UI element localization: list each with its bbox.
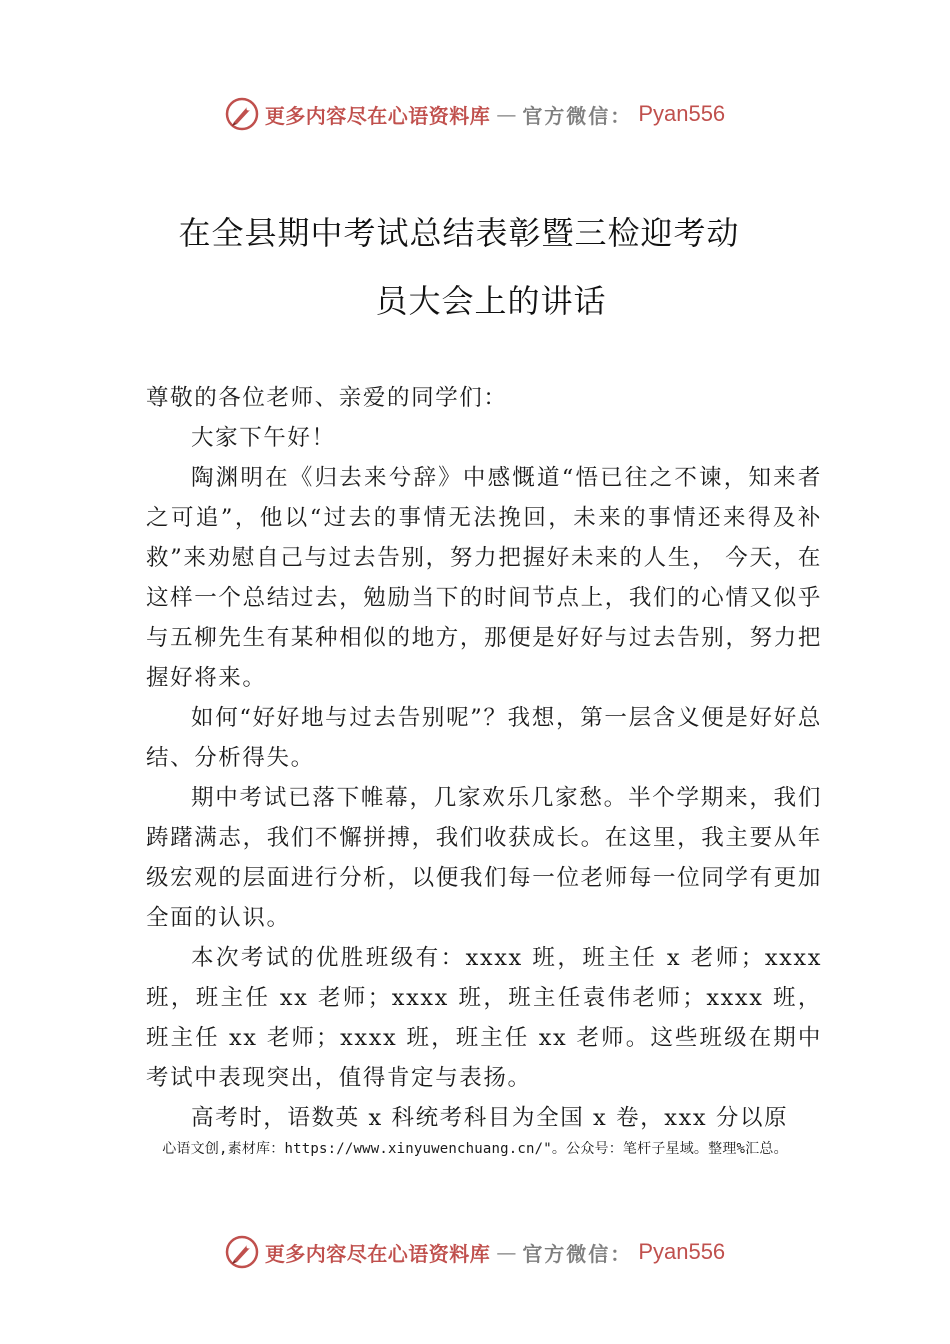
bottom-banner: [0, 1232, 950, 1272]
salutation: 尊敬的各位老师、亲爱的同学们：: [146, 385, 508, 411]
banner-wechat-id: Pyan556: [638, 1239, 726, 1264]
top-banner: [0, 94, 950, 134]
paragraph: 本次考试的优胜班级有：xxxx 班，班主任 x 老师；xxxx 班，班主任 xx 老师；xxxx 班，班主任袁伟老师；xxxx 班，班主任 xx 老师；xxxx 班，班主任 xx 老师。这些班级在期中考试中表现突出，值得肯定与表扬。: [146, 945, 822, 1091]
banner-wechat-label: 官方微信：: [522, 1241, 633, 1266]
paragraph: 高考时，语数英 x 科统考科目为全国 x 卷，xxx 分以原: [191, 1105, 789, 1131]
banner-separator: —: [496, 102, 517, 126]
paragraph: 如何“好好地与过去告别呢”？我想，第一层含义便是好好总结、分析得失。: [146, 705, 822, 771]
pen-logo-icon: [225, 97, 259, 131]
banner-separator: —: [496, 1240, 517, 1264]
document-title-line2: 员大会上的讲话: [375, 282, 607, 320]
document-title-line1: 在全县期中考试总结表彰暨三检迎考动: [178, 214, 740, 252]
paragraph: 大家下午好！: [191, 425, 336, 451]
document-body: [146, 378, 822, 1138]
pen-logo-icon: [225, 1235, 259, 1269]
paragraph: 陶渊明在《归去来兮辞》中感慨道“悟已往之不谏，知来者之可追”，他以“过去的事情无法挽回，未来的事情还来得及补救”来劝慰自己与过去告别，努力把握好未来的人生， 今天，在这样一个总结过去，勉励当下的时间节点上，我们的心情又似乎与五柳先生有某种相似的地方，那便是好好与过去告别，努力把握好将来。: [146, 465, 822, 691]
banner-wechat-id: Pyan556: [638, 101, 726, 126]
banner-main-text: 更多内容尽在心语资料库: [264, 1241, 491, 1266]
banner-main-text: 更多内容尽在心语资料库: [264, 103, 491, 128]
paragraph: 期中考试已落下帷幕，几家欢乐几家愁。半个学期来，我们踌躇满志，我们不懈拼搏，我们收获成长。在这里，我主要从年级宏观的层面进行分析，以便我们每一位老师每一位同学有更加全面的认识。: [146, 785, 822, 931]
footer-note: 心语文创,素材库：https://www.xinyuwenchuang.cn/"。公众号：笔杆子星域。整理%汇总。: [162, 1141, 788, 1157]
banner-wechat-label: 官方微信：: [522, 103, 633, 128]
